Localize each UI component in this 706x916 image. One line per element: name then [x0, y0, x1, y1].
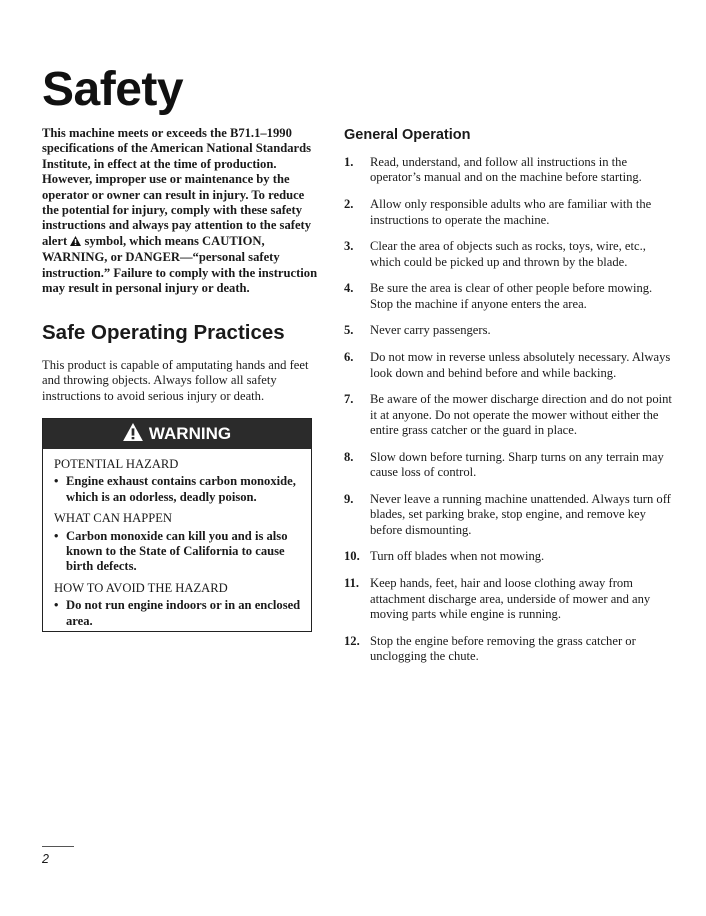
page-number: 2: [42, 852, 49, 866]
list-item: [344, 576, 678, 622]
list-item-number: 4.: [344, 281, 354, 296]
list-item-text: Turn off blades when not mowing.: [370, 549, 545, 564]
warning-box: [42, 418, 312, 632]
list-item: [344, 392, 678, 438]
warning-label: WARNING: [148, 424, 232, 443]
warning-section-heading: POTENTIAL HAZARD: [54, 457, 179, 471]
safe-operating-text: This product is capable of amputating hands and feet and throwing objects. Always follow all safety instructions to avoid serious injury or death.: [42, 358, 309, 403]
left-column: [42, 126, 318, 628]
intro-text-part2: symbol, which means CAUTION, WARNING, or DANGER—“personal safety instruction.” Failure to comply with the instruction may result in personal injury or death.: [42, 233, 318, 296]
list-item: [344, 549, 678, 564]
warning-bullet-item: [54, 598, 301, 629]
warning-section-heading: WHAT CAN HAPPEN: [54, 511, 173, 526]
list-item-number: 7.: [344, 392, 354, 407]
intro-text-part1: This machine meets or exceeds the B71.1–1990 specifications of the American National Standards Institute, in effect at the time of production. However, improper use or maintenance by the operator or owner can result in injury. To reduce the potential for injury, comply with these safety instructions and always pay attention to the safety alert: [42, 126, 312, 248]
warning-body: [43, 449, 311, 629]
list-item-number: 10.: [344, 549, 360, 564]
list-item-text: Clear the area of objects such as rocks, toys, wire, etc., which could be picked up and thrown by the blade.: [370, 239, 646, 269]
list-item: [344, 450, 678, 481]
warning-item-text: Carbon monoxide can kill you and is also known to the State of California to cause birth defects.: [66, 528, 288, 574]
list-item: [344, 197, 678, 228]
list-item-text: Read, understand, and follow all instructions in the operator’s manual and on the machine before starting.: [370, 155, 642, 185]
list-item-text: Be sure the area is clear of other people before mowing. Stop the machine if anyone enters the area.: [370, 281, 653, 311]
list-item: [344, 281, 678, 312]
list-item-number: 8.: [344, 449, 354, 464]
list-item: [344, 634, 678, 665]
general-operation-list: [344, 155, 678, 664]
list-item-number: 2.: [344, 197, 354, 212]
right-column: [344, 126, 678, 676]
warning-bullet-item: [54, 529, 301, 575]
bullet: •: [54, 598, 59, 613]
list-item: [344, 239, 678, 270]
safety-alert-icon: [123, 423, 143, 446]
list-item: [344, 155, 678, 186]
list-item-text: Slow down before turning. Sharp turns on any terrain may cause loss of control.: [370, 449, 664, 480]
list-item-text: Keep hands, feet, hair and loose clothing away from attachment discharge area, underside of mower and any moving parts while engine is running.: [370, 576, 651, 621]
page-title: Safety: [42, 63, 184, 116]
list-item: [344, 350, 678, 381]
list-item-number: 1.: [344, 155, 354, 169]
warning-header: [43, 419, 311, 449]
bullet: •: [54, 528, 59, 543]
safe-operating-heading: Safe Operating Practices: [42, 321, 285, 344]
list-item-text: Never leave a running machine unattended. Always turn off blades, set parking brake, stop engine, and remove key before dismounting.: [370, 491, 671, 537]
list-item-number: 3.: [344, 239, 354, 254]
safety-alert-icon: [70, 235, 81, 250]
list-item-text: Never carry passengers.: [370, 323, 491, 338]
list-item-text: Stop the engine before removing the grass catcher or unclogging the chute.: [370, 633, 636, 664]
list-item-number: 11.: [344, 576, 360, 591]
general-operation-heading: General Operation: [344, 127, 471, 143]
list-item: [344, 323, 678, 338]
warning-item-text: Engine exhaust contains carbon monoxide, which is an odorless, deadly poison.: [66, 474, 296, 504]
warning-section-heading: HOW TO AVOID THE HAZARD: [54, 580, 228, 595]
list-item-number: 12.: [344, 633, 360, 648]
list-item-number: 6.: [344, 350, 354, 365]
list-item-text: Do not mow in reverse unless absolutely necessary. Always look down and behind before and while backing.: [370, 350, 671, 380]
warning-bullet-item: [54, 474, 301, 505]
intro-paragraph: [42, 126, 318, 296]
warning-item-text: Do not run engine indoors or in an enclosed area.: [66, 598, 301, 628]
footer-rule: [42, 846, 74, 847]
list-item-text: Be aware of the mower discharge direction and do not point it at anyone. Do not operate the mower without either the entire grass catcher or the guard in place.: [370, 392, 672, 438]
list-item-number: 5.: [344, 323, 354, 338]
list-item-number: 9.: [344, 491, 354, 506]
list-item-text: Allow only responsible adults who are familiar with the instructions to operate the machine.: [370, 197, 652, 227]
bullet: •: [54, 474, 59, 489]
list-item: [344, 492, 678, 538]
